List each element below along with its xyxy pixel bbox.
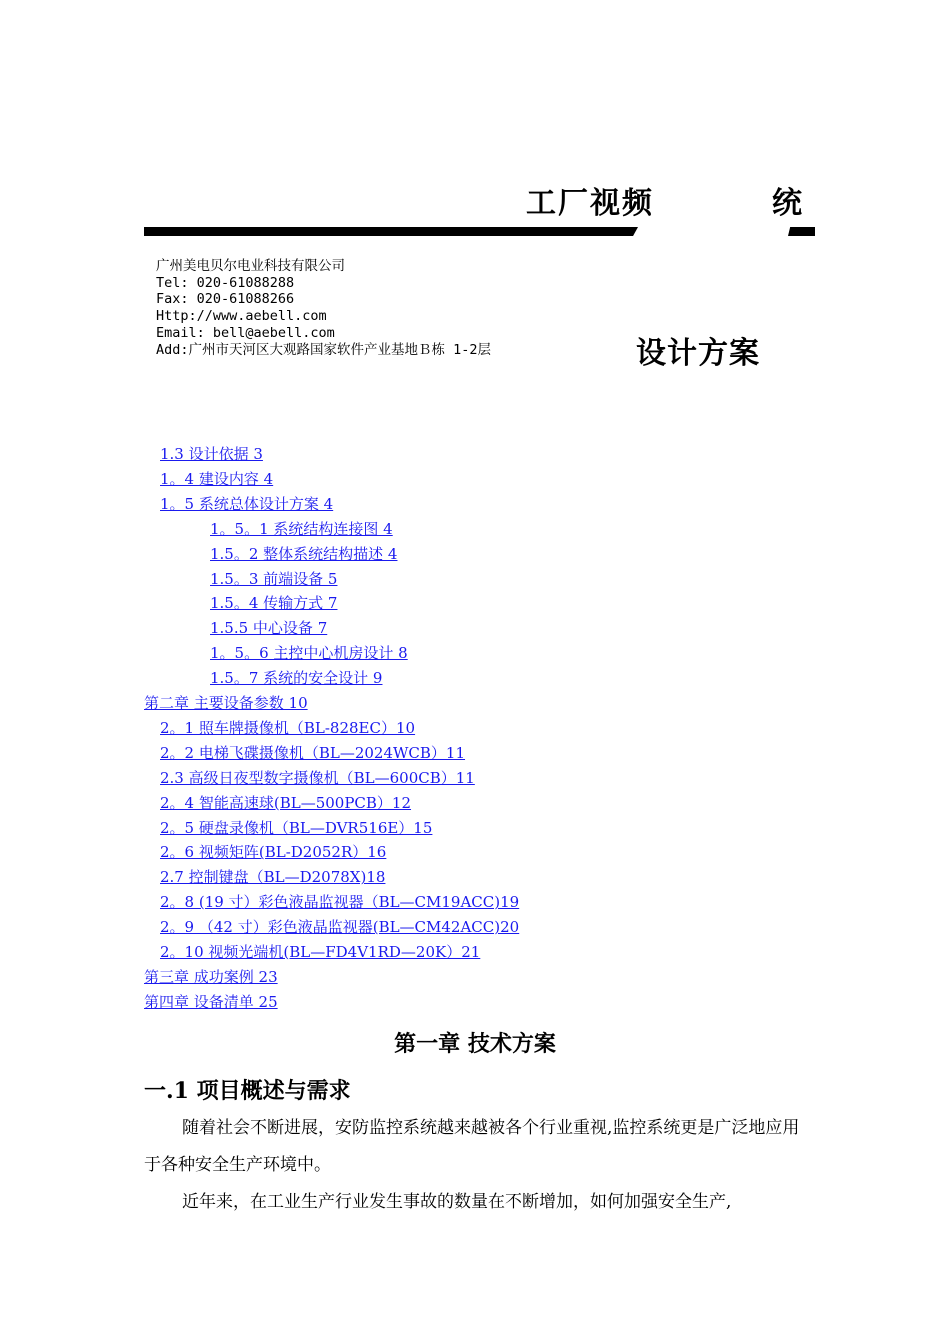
toc-item[interactable]: 2。1 照车牌摄像机（BL-828EC）10 bbox=[160, 718, 416, 737]
cover-title-tail: 统 bbox=[772, 186, 802, 221]
toc-item[interactable]: 1。4 建设内容 4 bbox=[160, 469, 274, 488]
cover-subtitle: 设计方案 bbox=[636, 336, 760, 371]
toc-item[interactable]: 1.5。4 传输方式 7 bbox=[210, 594, 338, 613]
toc-item[interactable]: 1.3 设计依据 3 bbox=[160, 445, 263, 463]
company-website: Http://www.aebell.com bbox=[156, 308, 327, 325]
toc-item[interactable]: 1.5。7 系统的安全设计 9 bbox=[210, 669, 383, 688]
toc-item[interactable]: 第三章 成功案例 23 bbox=[144, 967, 278, 986]
toc-item[interactable]: 2。4 智能高速球(BL—500PCB）12 bbox=[160, 793, 412, 812]
company-fax: Fax: 020-61088266 bbox=[156, 291, 295, 308]
company-tel: Tel: 020-61088288 bbox=[156, 274, 295, 291]
body-paragraph: 随着社会不断进展，安防监控系统越来越被各个行业重视,监控系统更是广泛地应用于各种安全生产环境中。 bbox=[144, 1118, 800, 1175]
title-rule-right bbox=[788, 227, 815, 236]
section-heading: 一.1 项目概述与需求 bbox=[144, 1078, 351, 1104]
toc-item[interactable]: 1.5。3 前端设备 5 bbox=[210, 569, 338, 588]
company-name: 广州美电贝尔电业科技有限公司 bbox=[156, 258, 345, 274]
toc-item[interactable]: 1.5.5 中心设备 7 bbox=[210, 619, 328, 638]
body-paragraph: 近年来，在工业生产行业发生事故的数量在不断增加，如何加强安全生产, bbox=[182, 1192, 732, 1212]
company-email: Email: bell@aebell.com bbox=[156, 324, 335, 341]
toc-item[interactable]: 2。6 视频矩阵(BL-D2052R）16 bbox=[160, 843, 387, 862]
title-rule-left bbox=[144, 227, 638, 236]
toc-item[interactable]: 2。5 硬盘录像机（BL—DVR516E）15 bbox=[160, 818, 433, 837]
toc-item[interactable]: 2.7 控制键盘（BL—D2078X)18 bbox=[160, 868, 386, 887]
toc-item[interactable]: 2.3 高级日夜型数字摄像机（BL—600CB）11 bbox=[160, 768, 475, 787]
company-address: Add:广州市天河区大观路国家软件产业基地Ｂ栋 1-2层 bbox=[156, 341, 492, 358]
toc-item[interactable]: 2。8 (19 寸）彩色液晶监视器（BL—CM19ACC)19 bbox=[160, 893, 520, 912]
company-info bbox=[156, 258, 491, 358]
toc-item[interactable]: 第二章 主要设备参数 10 bbox=[144, 694, 308, 712]
toc-item[interactable]: 1。5。1 系统结构连接图 4 bbox=[210, 519, 393, 538]
toc-item[interactable]: 1.5。2 整体系统结构描述 4 bbox=[210, 544, 398, 563]
cover-title-main: 工厂视频 bbox=[526, 186, 654, 221]
chapter-heading: 第一章 技术方案 bbox=[394, 1031, 556, 1057]
toc-item[interactable]: 第四章 设备清单 25 bbox=[144, 992, 278, 1011]
toc-item[interactable]: 2。2 电梯飞碟摄像机（BL—2024WCB）11 bbox=[160, 743, 466, 762]
toc-item[interactable]: 1。5。6 主控中心机房设计 8 bbox=[210, 644, 408, 663]
toc-item[interactable]: 2。10 视频光端机(BL—FD4V1RD—20K）21 bbox=[160, 943, 481, 961]
toc-item[interactable]: 1。5 系统总体设计方案 4 bbox=[160, 494, 334, 513]
toc-item[interactable]: 2。9 （42 寸）彩色液晶监视器(BL—CM42ACC)20 bbox=[160, 918, 520, 937]
